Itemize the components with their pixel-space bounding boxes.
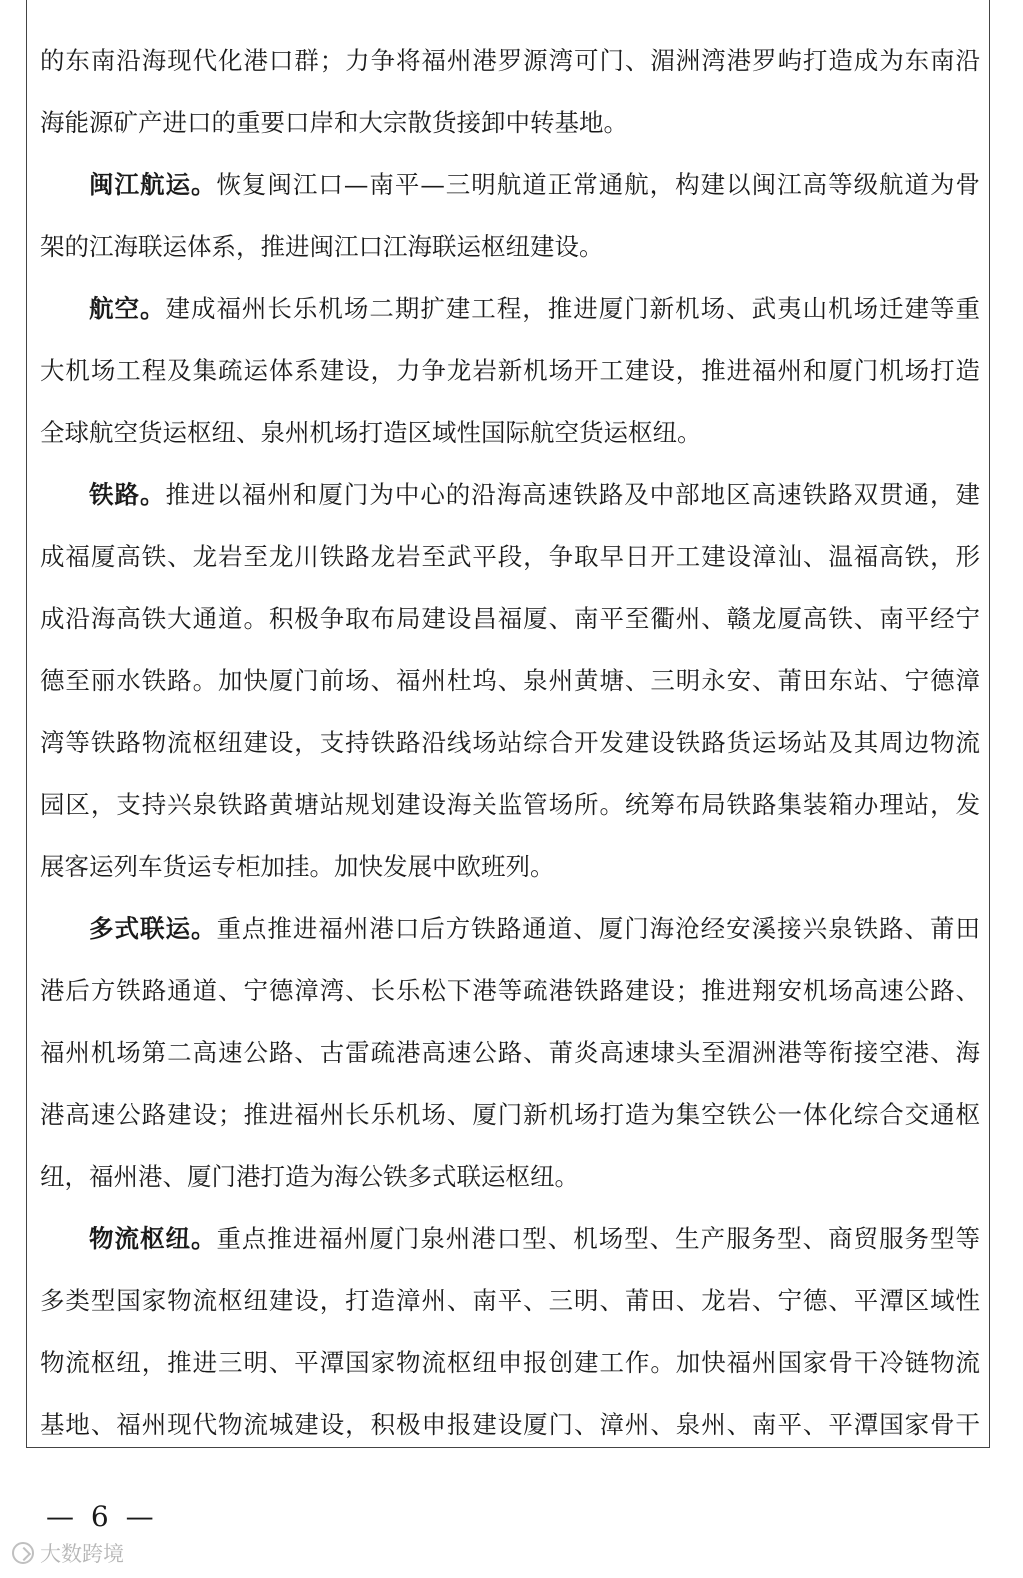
- line-text: 多类型国家物流枢纽建设，打造漳州、南平、三明、莆田、龙岩、宁德、平潭区域性: [40, 1286, 980, 1315]
- text-line: [40, 278, 980, 340]
- section-heading: 闽江航运。: [89, 170, 217, 199]
- text-line: [40, 1022, 980, 1084]
- document-body: [40, 30, 980, 1456]
- text-line: [40, 588, 980, 650]
- line-text: 全球航空货运枢纽、泉州机场打造区域性国际航空货运枢纽。: [40, 418, 702, 447]
- line-text: 德至丽水铁路。加快厦门前场、福州杜坞、泉州黄塘、三明永安、莆田东站、宁德漳: [40, 666, 980, 695]
- text-line: [40, 340, 980, 402]
- text-line: [40, 836, 980, 898]
- line-text: 基地、福州现代物流城建设，积极申报建设厦门、漳州、泉州、南平、平潭国家骨干: [40, 1410, 980, 1439]
- line-text: 福州机场第二高速公路、古雷疏港高速公路、莆炎高速埭头至湄洲港等衔接空港、海: [40, 1038, 980, 1067]
- section-heading: 多式联运。: [89, 914, 217, 943]
- text-line: [40, 1208, 980, 1270]
- watermark-logo-icon: [12, 1542, 34, 1564]
- line-text: 成福厦高铁、龙岩至龙川铁路龙岩至武平段，争取早日开工建设漳汕、温福高铁，形: [40, 542, 980, 571]
- line-text: 建成福州长乐机场二期扩建工程，推进厦门新机场、武夷山机场迁建等重: [165, 294, 980, 323]
- text-line: [40, 1146, 980, 1208]
- text-line: [40, 712, 980, 774]
- line-text: 恢复闽江口—南平—三明航道正常通航，构建以闽江高等级航道为骨: [216, 170, 980, 199]
- text-line: [40, 526, 980, 588]
- text-line: [40, 1332, 980, 1394]
- text-line: [40, 402, 980, 464]
- watermark-text: 大数跨境: [40, 1542, 124, 1566]
- page-number: — 6 —: [46, 1500, 158, 1533]
- line-text: 重点推进福州港口后方铁路通道、厦门海沧经安溪接兴泉铁路、莆田: [216, 914, 980, 943]
- line-text: 湾等铁路物流枢纽建设，支持铁路沿线场站综合开发建设铁路货运场站及其周边物流: [40, 728, 980, 757]
- text-line: [40, 216, 980, 278]
- text-line: [40, 1394, 980, 1456]
- line-text: 港后方铁路通道、宁德漳湾、长乐松下港等疏港铁路建设；推进翔安机场高速公路、: [40, 976, 980, 1005]
- text-line: [40, 154, 980, 216]
- line-text: 纽，福州港、厦门港打造为海公铁多式联运枢纽。: [40, 1162, 579, 1191]
- line-text: 海能源矿产进口的重要口岸和大宗散货接卸中转基地。: [40, 108, 628, 137]
- text-line: [40, 960, 980, 1022]
- text-line: [40, 464, 980, 526]
- line-text: 架的江海联运体系，推进闽江口江海联运枢纽建设。: [40, 232, 604, 261]
- line-text: 重点推进福州厦门泉州港口型、机场型、生产服务型、商贸服务型等: [216, 1224, 980, 1253]
- line-text: 港高速公路建设；推进福州长乐机场、厦门新机场打造为集空铁公一体化综合交通枢: [40, 1100, 980, 1129]
- watermark: [12, 1538, 124, 1568]
- text-line: [40, 650, 980, 712]
- text-line: [40, 92, 980, 154]
- section-heading: 铁路。: [89, 480, 166, 509]
- section-heading: 物流枢纽。: [89, 1224, 217, 1253]
- line-text: 展客运列车货运专柜加挂。加快发展中欧班列。: [40, 852, 555, 881]
- text-line: [40, 774, 980, 836]
- text-line: [40, 1084, 980, 1146]
- line-text: 的东南沿海现代化港口群；力争将福州港罗源湾可门、湄洲湾港罗屿打造成为东南沿: [40, 46, 980, 75]
- text-line: [40, 1270, 980, 1332]
- line-text: 大机场工程及集疏运体系建设，力争龙岩新机场开工建设，推进福州和厦门机场打造: [40, 356, 980, 385]
- text-line: [40, 30, 980, 92]
- line-text: 成沿海高铁大通道。积极争取布局建设昌福厦、南平至衢州、赣龙厦高铁、南平经宁: [40, 604, 980, 633]
- text-line: [40, 898, 980, 960]
- line-text: 园区，支持兴泉铁路黄塘站规划建设海关监管场所。统筹布局铁路集装箱办理站，发: [40, 790, 980, 819]
- line-text: 推进以福州和厦门为中心的沿海高速铁路及中部地区高速铁路双贯通，建: [165, 480, 980, 509]
- section-heading: 航空。: [89, 294, 166, 323]
- line-text: 物流枢纽，推进三明、平潭国家物流枢纽申报创建工作。加快福州国家骨干冷链物流: [40, 1348, 980, 1377]
